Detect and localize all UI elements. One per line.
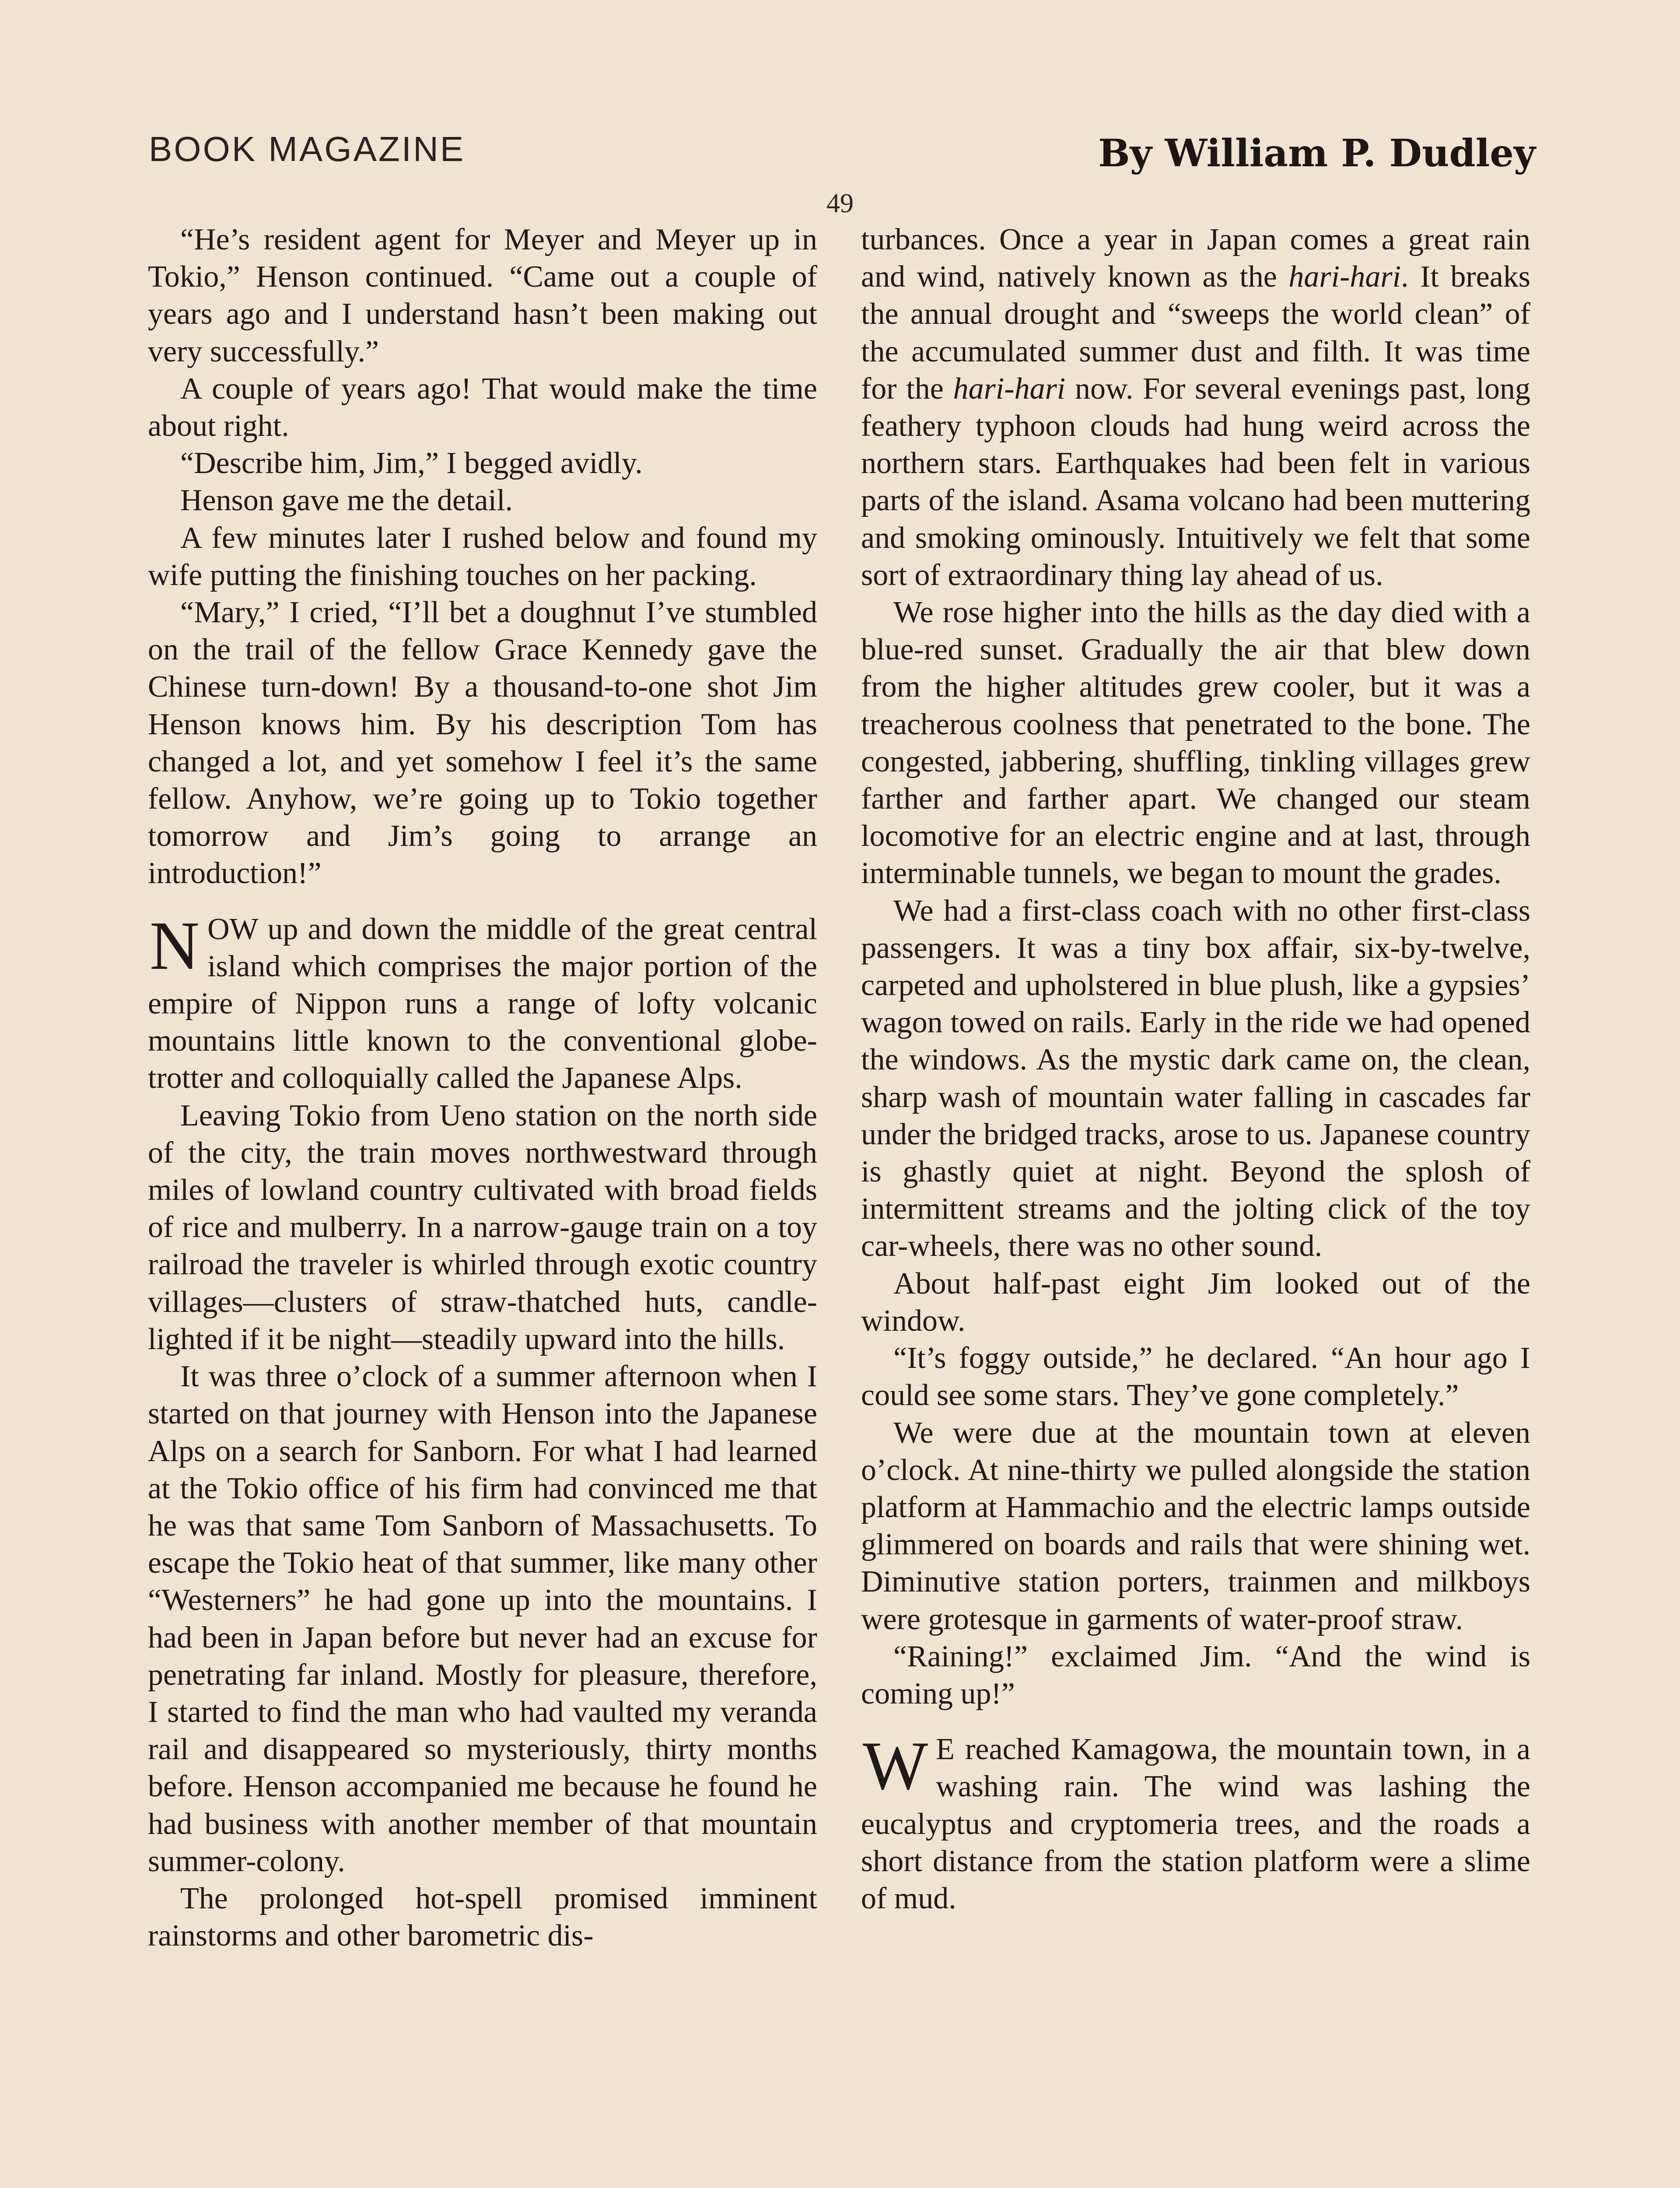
paragraph: “It’s foggy outside,” he declared. “An hour ago I could see some stars. They’ve gone completely.”: [861, 1341, 1530, 1413]
paragraph: “Mary,” I cried, “I’ll bet a doughnut I’ve stumbled on the trail of the fellow Grace Kennedy gave the Chinese turn-down! By a thousand-to-one shot Jim Henson knows him. By his description Tom has changed a lot, and yet somehow I feel it’s the same fellow. Anyhow, we’re going up to Tokio together tomorrow and Jim’s going to arrange an introduction!”: [148, 596, 817, 891]
right-column: [861, 221, 1530, 1917]
italic-term: hari-hari: [953, 372, 1066, 406]
paragraph: Henson gave me the detail.: [180, 484, 513, 518]
paragraph: We had a first-class coach with no other first-class passengers. It was a tiny box affair, six-by-twelve, carpeted and upholstered in blue plush, like a gypsies’ wagon towed on rails. Early in the ride we had opened the windows. As the mystic dark came on, the clean, sharp wash of mountain water falling in cascades far under the bridged tracks, arose to us. Japanese country is ghastly quiet at night. Beyond the splosh of intermittent streams and the jolting click of the toy car-wheels, there was no other sound.: [861, 894, 1530, 1263]
paragraph: A couple of years ago! That would make the time about right.: [148, 372, 817, 443]
drop-text: OW up and down the middle of the great central island which comprises the major portion of the empire of Nippon runs a range of lofty volcanic mountains little known to the conventional globe-trotter and colloquially called the Japanese Alps.: [148, 912, 817, 1095]
paragraph: The prolonged hot-spell promised imminent rainstorms and other barometric dis-: [148, 1881, 817, 1953]
section-opening-paragraph: [861, 1728, 1530, 1917]
author-byline: By William P. Dudley: [1098, 131, 1536, 175]
drop-cap: N: [150, 907, 200, 984]
paragraph: “He’s resident agent for Meyer and Meyer up in Tokio,” Henson continued. “Came out a couple of years ago and I understand hasn’t been making out very successfully.”: [148, 223, 817, 368]
paragraph: About half-past eight Jim looked out of the window.: [861, 1266, 1530, 1338]
paragraph: “Describe him, Jim,” I begged avidly.: [180, 446, 643, 480]
drop-text: E reached Kamagowa, the mountain town, in a washing rain. The wind was lashing the eucalyptus and cryptomeria trees, and the roads a short distance from the station platform were a slime of mud.: [861, 1732, 1530, 1915]
paragraph: We were due at the mountain town at eleven o’clock. At nine-thirty we pulled alongside the station platform at Hammachio and the electric lamps outside glimmered on boards and rails that were shining wet. Diminutive station porters, trainmen and milkboys were grotesque in garments of water-proof straw.: [861, 1416, 1530, 1636]
left-column: [148, 221, 817, 1954]
paragraph: “Raining!” exclaimed Jim. “And the wind is coming up!”: [861, 1639, 1530, 1711]
italic-term: hari-hari: [1288, 260, 1401, 294]
paragraph: We rose higher into the hills as the day died with a blue-red sunset. Gradually the air that blew down from the higher altitudes grew cooler, but it was a treacherous coolness that penetrated to the bone. The congested, jabbering, shuffling, tinkling villages grew farther and farther apart. We changed our steam locomotive for an electric engine and at last, through interminable tunnels, we began to mount the grades.: [861, 596, 1530, 891]
paragraph: A few minutes later I rushed below and found my wife putting the finishing touches on her packing.: [148, 521, 817, 592]
section-opening-paragraph: [148, 907, 817, 1097]
page-number: 49: [826, 189, 854, 218]
drop-cap: W: [863, 1728, 928, 1805]
paragraph: Leaving Tokio from Ueno station on the north side of the city, the train moves northwestward through miles of lowland country cultivated with broad fields of rice and mulberry. In a narrow-gauge train on a toy railroad the traveler is whirled through exotic country villages—clusters of straw-thatched huts, candle-lighted if it be night—steadily upward into the hills.: [148, 1098, 817, 1356]
magazine-title: BOOK MAGAZINE: [149, 130, 466, 168]
continued-paragraph: turbances. Once a year in Japan comes a great rain and wind, natively known as the hari-hari. It breaks the annual drought and “sweeps the world clean” of the accumulated summer dust and filth. It was time for the hari-hari now. For several evenings past, long feathery typhoon clouds had hung weird across the northern stars. Earthquakes had been felt in various parts of the island. Asama volcano had been muttering and smoking ominously. Intuitively we felt that some sort of extraordinary thing lay ahead of us.: [861, 223, 1531, 592]
paragraph: It was three o’clock of a summer afternoon when I started on that journey with Henson into the Japanese Alps on a search for Sanborn. For what I had learned at the Tokio office of his firm had convinced me that he was that same Tom Sanborn of Massachusetts. To escape the Tokio heat of that summer, like many other “Westerners” he had gone up into the mountains. I had been in Japan before but never had an excuse for penetrating far inland. Mostly for pleasure, therefore, I started to find the man who had vaulted my veranda rail and disappeared so mysteriously, thirty months before. Henson accompanied me because he found he had business with another member of that mountain summer-colony.: [148, 1360, 817, 1878]
